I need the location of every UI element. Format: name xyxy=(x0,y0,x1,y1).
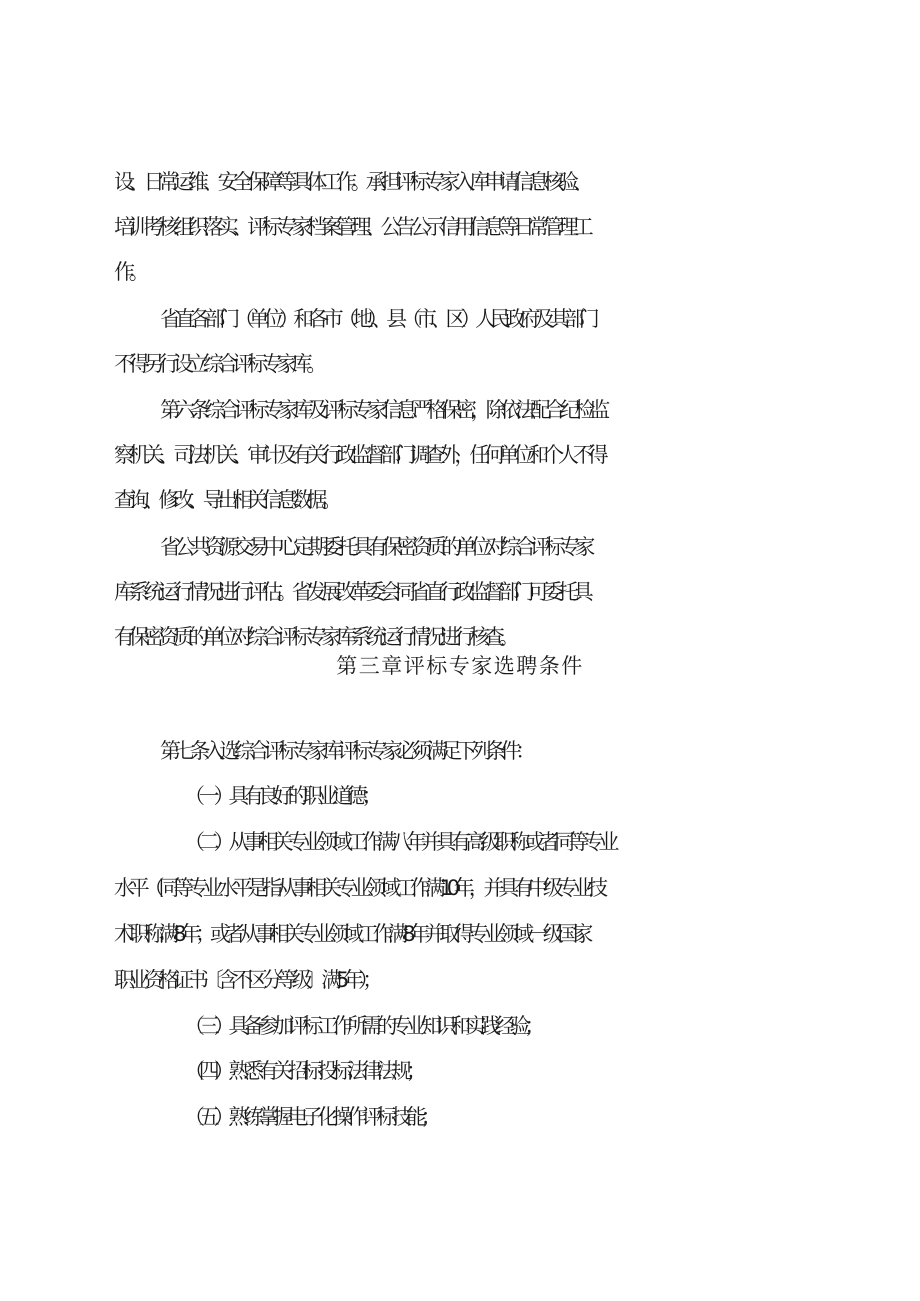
list-item: （五）熟练掌握电子化操作评标技能； xyxy=(184,1105,436,1129)
text-line: 术职称满8年；或者从事相关专业领域工作满8年并取得专业领域一级国家 xyxy=(114,922,588,946)
list-item: （三）具备参加评标工作所需的专业知识和实践经验； xyxy=(184,1014,540,1038)
text-line: 作。 xyxy=(114,260,144,284)
text-line: 察机关、司法机关、审计及有关行政监督部门调查外，任何单位和个人不得 xyxy=(114,443,603,467)
list-item: （四）熟悉有关招标投标法律法规； xyxy=(184,1059,421,1083)
text-line: 职业资格证书〔含不区分等级〕满5年）； xyxy=(114,968,378,992)
text-line: 水平（同等专业水平是指从事相关专业领域工作满10年，并具有中级专业技 xyxy=(114,876,602,900)
text-line: 设、日常运维、安全保障等具体工作。承担评标专家入库申请信息核验、 xyxy=(114,170,588,194)
text-line: 培训考核组织落实、评标专家档案管理、公告公示信用信息等日常管理工 xyxy=(114,215,588,239)
text-line: 查询、修改、导出相关信息数据。 xyxy=(114,488,336,512)
list-item: （一）具有良好的职业道德； xyxy=(184,784,377,808)
text-line: 第六条综合评标专家库及评标专家信息严格保密，除依法配合纪检监 xyxy=(160,398,604,422)
chapter-title: 第三章评标专家选聘条件 xyxy=(336,654,584,678)
text-line: 有保密资质的单位对综合评标专家库系统运行情况进行核查。 xyxy=(114,625,514,649)
text-line: 省公共资源交易中心定期委托具有保密资质的单位对综合评标专家 xyxy=(160,535,590,559)
text-line: 库系统运行情况进行评估。省发展改革委会同省直行政监督部门可委托具 xyxy=(114,580,588,604)
text-line: 第七条入选综合评标专家库评标专家必须满足下列条件： xyxy=(160,739,530,763)
text-line: 省直各部门（单位）和各市（地）、县（市、区）人民政府及其部门 xyxy=(160,307,594,331)
list-item: （二）从事相关专业领域工作满八年并具有高级职称或者同等专业 xyxy=(184,830,614,854)
text-line: 不得另行设立综合评标专家库。 xyxy=(114,352,322,376)
